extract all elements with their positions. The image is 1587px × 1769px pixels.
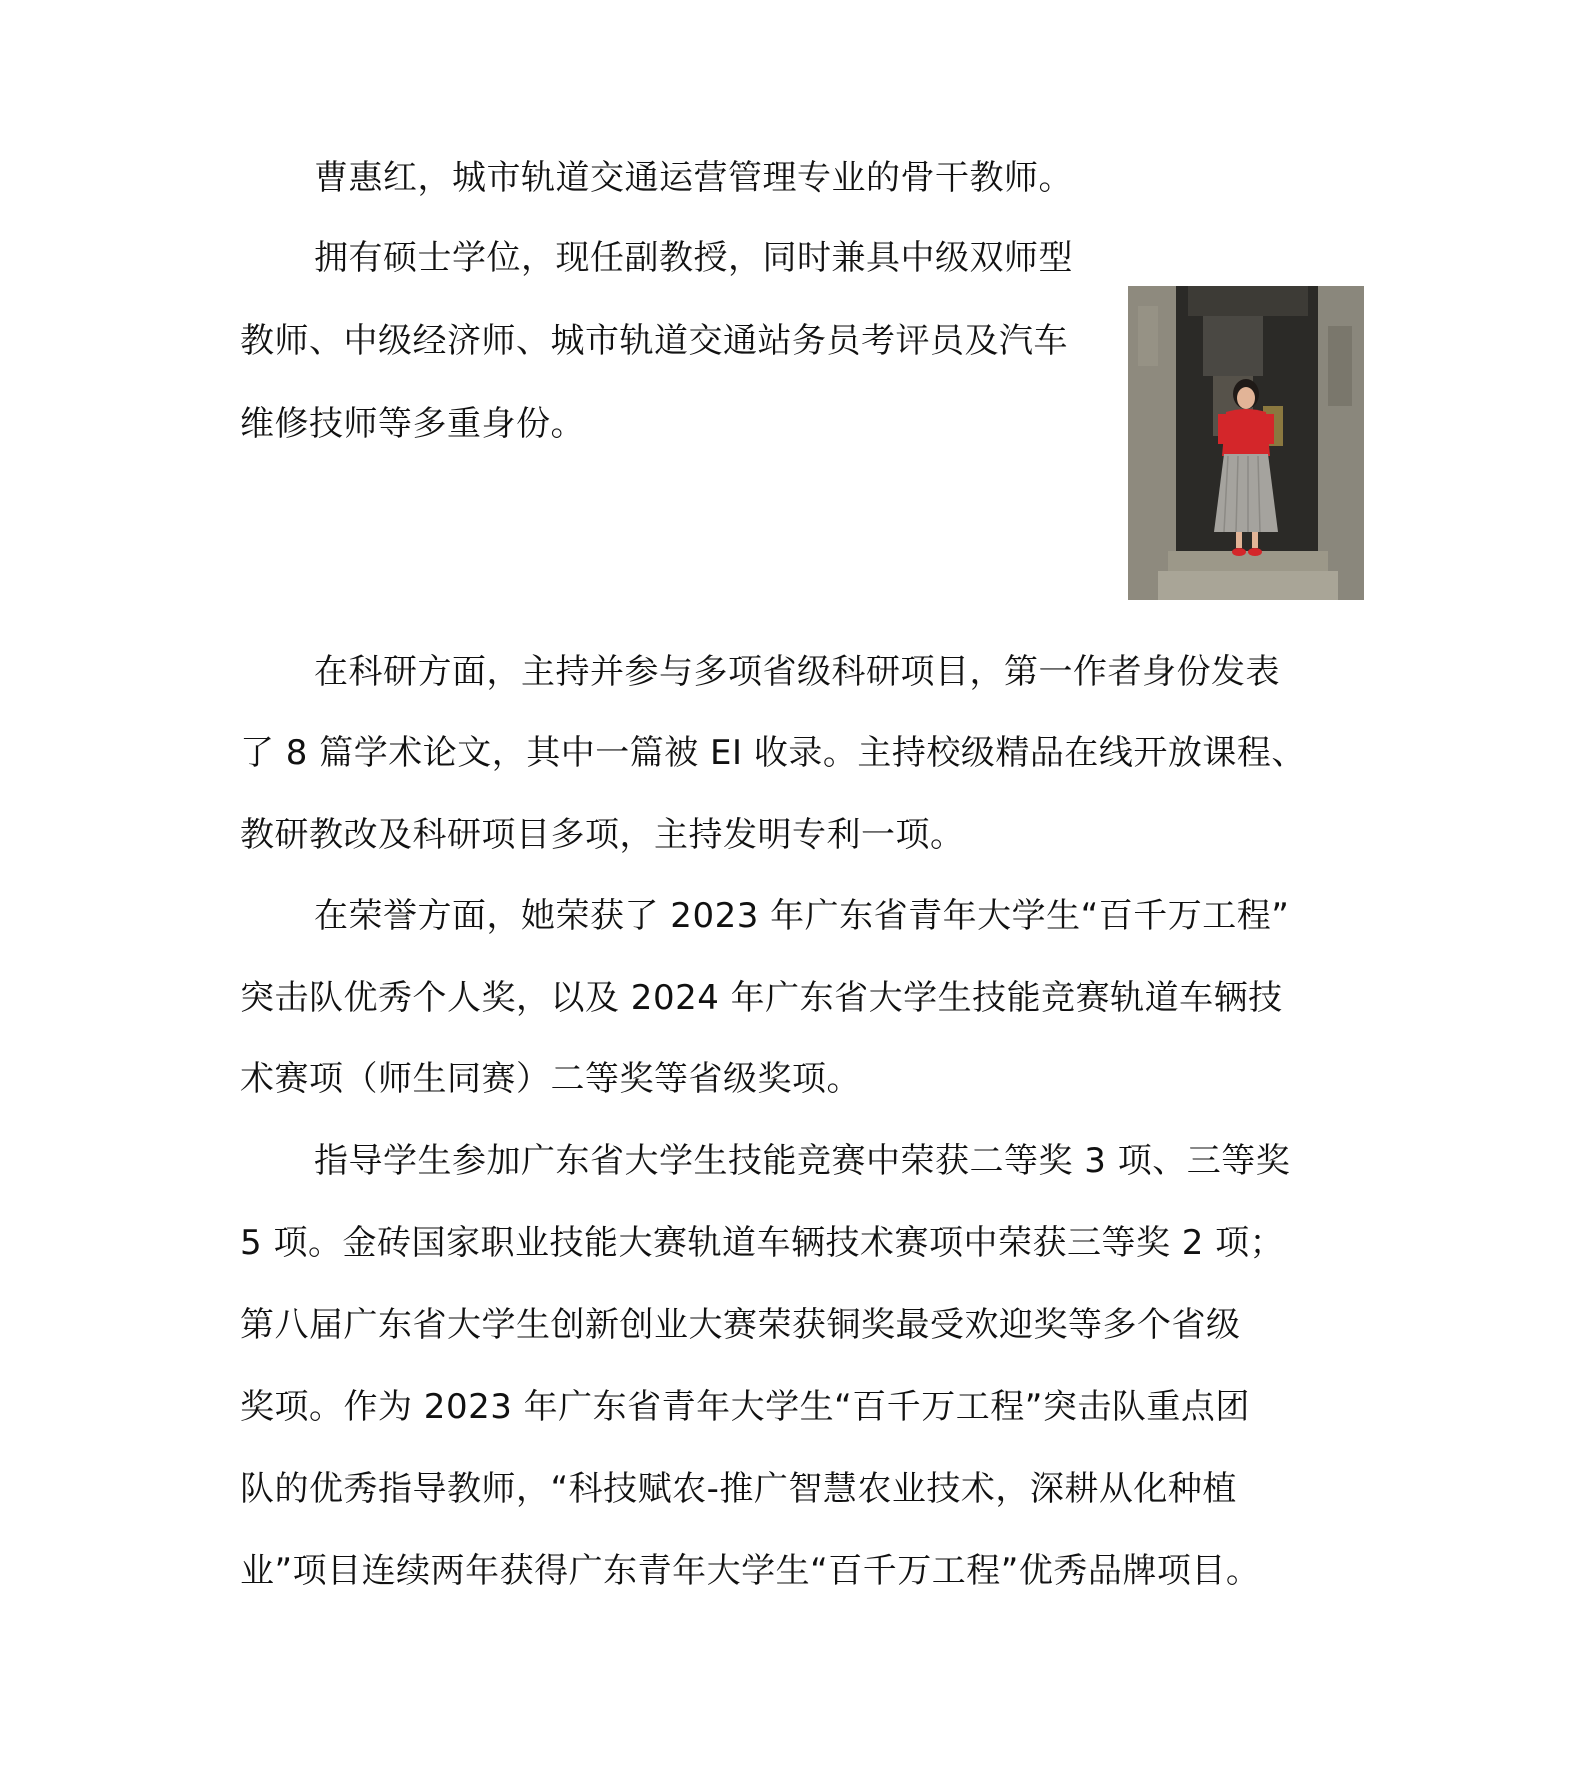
intro-line-2: 拥有硕士学位，现任副教授，同时兼具中级双师型 bbox=[314, 238, 1073, 278]
intro-line-4: 维修技师等多重身份。 bbox=[240, 404, 585, 444]
guidance-line-6: 业”项目连续两年获得广东青年大学生“百千万工程”优秀品牌项目。 bbox=[240, 1551, 1261, 1591]
guidance-line-2: 5 项。金砖国家职业技能大赛轨道车辆技术赛项中荣获三等奖 2 项； bbox=[240, 1223, 1285, 1263]
portrait-illustration bbox=[1128, 286, 1364, 600]
guidance-line-1: 指导学生参加广东省大学生技能竞赛中荣获二等奖 3 项、三等奖 bbox=[314, 1141, 1291, 1181]
honors-line-3: 术赛项（师生同赛）二等奖等省级奖项。 bbox=[240, 1059, 861, 1099]
honors-line-2: 突击队优秀个人奖，以及 2024 年广东省大学生技能竞赛轨道车辆技 bbox=[240, 978, 1283, 1018]
guidance-line-5: 队的优秀指导教师，“科技赋农-推广智慧农业技术，深耕从化种植 bbox=[240, 1469, 1237, 1509]
research-line-3: 教研教改及科研项目多项，主持发明专利一项。 bbox=[240, 815, 965, 855]
guidance-line-3: 第八届广东省大学生创新创业大赛荣获铜奖最受欢迎奖等多个省级 bbox=[240, 1305, 1241, 1345]
intro-line-3: 教师、中级经济师、城市轨道交通站务员考评员及汽车 bbox=[240, 321, 1068, 361]
intro-line-1: 曹惠红，城市轨道交通运营管理专业的骨干教师。 bbox=[314, 158, 1073, 198]
guidance-line-4: 奖项。作为 2023 年广东省青年大学生“百千万工程”突击队重点团 bbox=[240, 1387, 1250, 1427]
research-line-1: 在科研方面，主持并参与多项省级科研项目，第一作者身份发表 bbox=[314, 652, 1280, 692]
honors-line-1: 在荣誉方面，她荣获了 2023 年广东省青年大学生“百千万工程” bbox=[314, 896, 1290, 936]
portrait-photo bbox=[1128, 286, 1364, 600]
research-line-2: 了 8 篇学术论文，其中一篇被 EI 收录。主持校级精品在线开放课程、 bbox=[240, 733, 1306, 773]
